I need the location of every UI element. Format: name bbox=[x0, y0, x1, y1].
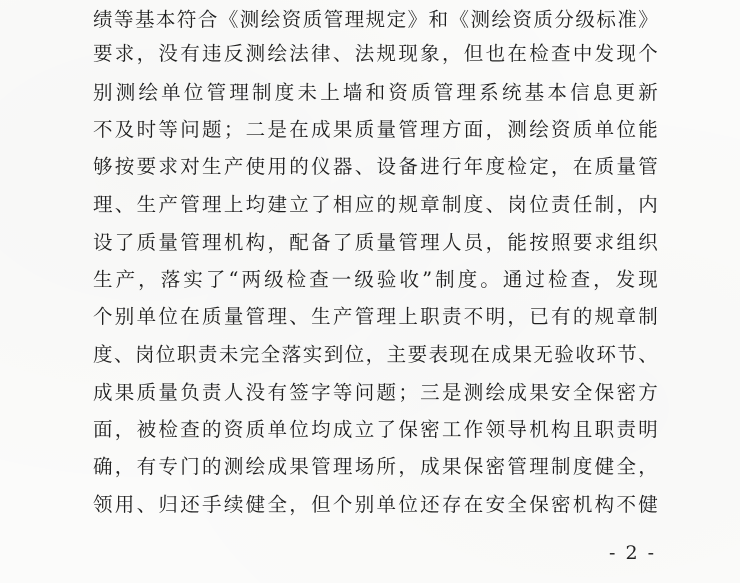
text-line-5: 够按要求对生产使用的仪器、设备进行年度检定，在质量管 bbox=[93, 155, 658, 178]
text-line-6: 理、生产管理上均建立了相应的规章制度、岗位责任制，内 bbox=[93, 193, 658, 216]
text-line-2: 要求，没有违反测绘法律、法规现象，但也在检查中发现个 bbox=[93, 42, 658, 65]
text-line-13: 确，有专门的测绘成果管理场所，成果保密管理制度健全， bbox=[93, 455, 658, 478]
text-line-4: 不及时等问题；二是在成果质量管理方面，测绘资质单位能 bbox=[93, 118, 658, 141]
text-line-10: 度、岗位职责未完全落实到位，主要表现在成果无验收环节、 bbox=[93, 343, 658, 366]
text-line-1: 绩等基本符合《测绘资质管理规定》和《测绘资质分级标准》 bbox=[93, 8, 658, 31]
text-line-9: 个别单位在质量管理、生产管理上职责不明，已有的规章制 bbox=[93, 305, 658, 328]
text-line-3: 别测绘单位管理制度未上墙和资质管理系统基本信息更新 bbox=[93, 81, 658, 104]
text-line-12: 面，被检查的资质单位均成立了保密工作领导机构且职责明 bbox=[93, 418, 658, 441]
text-line-8: 生产，落实了“两级检查一级验收”制度。通过检查，发现 bbox=[93, 268, 658, 291]
text-line-11: 成果质量负责人没有签字等问题；三是测绘成果安全保密方 bbox=[93, 381, 658, 404]
text-line-7: 设了质量管理机构，配备了质量管理人员，能按照要求组织 bbox=[93, 231, 658, 254]
text-line-14: 领用、归还手续健全，但个别单位还存在安全保密机构不健 bbox=[93, 493, 658, 516]
page-number: - 2 - bbox=[609, 542, 657, 564]
